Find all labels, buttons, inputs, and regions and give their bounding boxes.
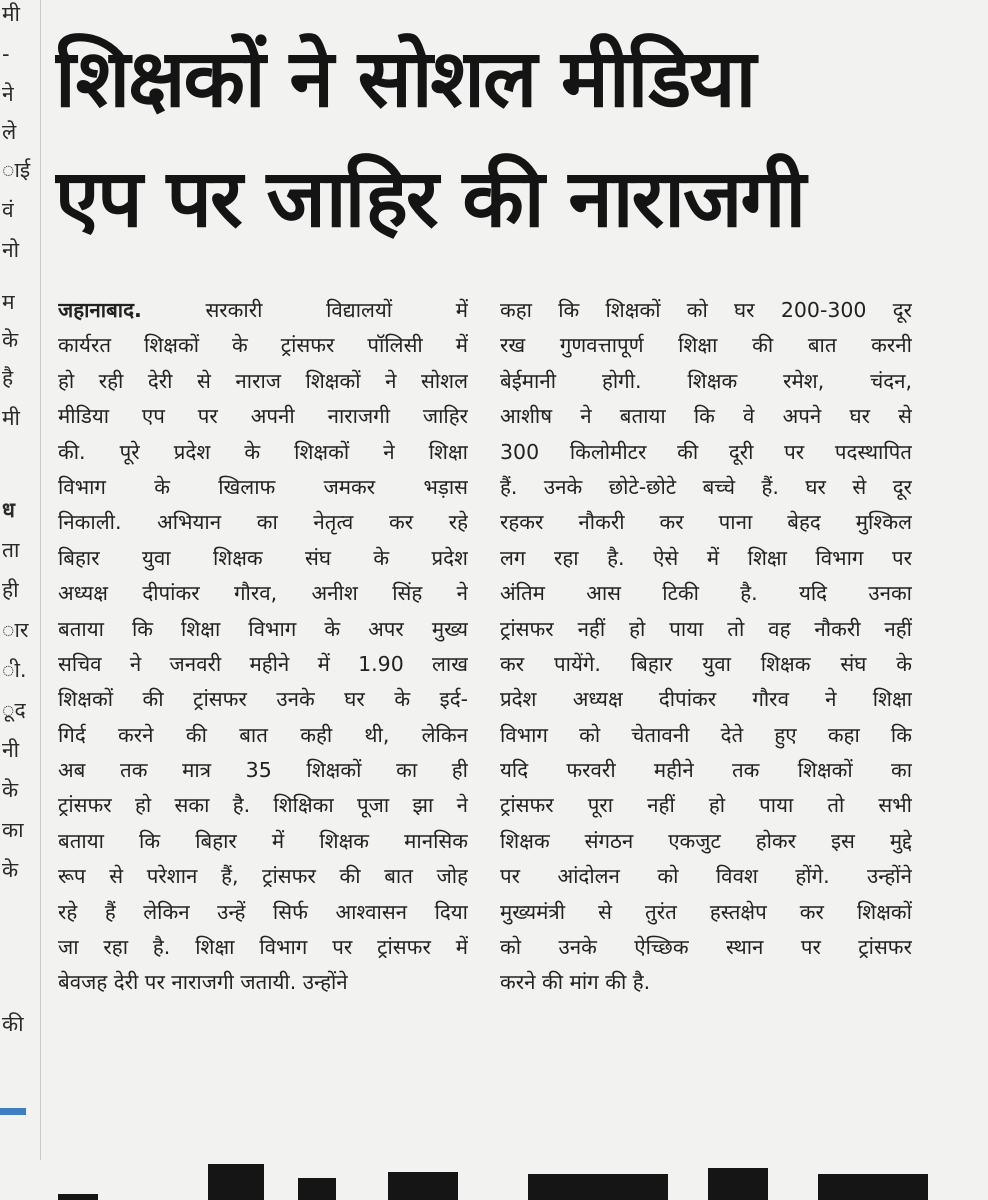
fragment-text: ार — [2, 618, 29, 642]
article-line — [58, 293, 468, 328]
article-line: अंतिम आस टिकी है. यदि उनका — [500, 581, 912, 606]
next-article-headline-cutoff — [58, 1164, 958, 1200]
article-line: अध्यक्ष दीपांकर गौरव, अनीश सिंह ने — [58, 581, 468, 606]
fragment-text: ता — [2, 538, 20, 562]
article-line-text: सरकारी विद्यालयों में — [205, 298, 468, 322]
headline-fragment — [818, 1174, 928, 1200]
fragment-text: है — [2, 366, 14, 390]
headline-fragment — [388, 1172, 458, 1200]
article-line: बेईमानी होगी. शिक्षक रमेश, चंदन, — [500, 368, 912, 393]
fragment-text: नो — [2, 238, 20, 262]
article-line: कार्यरत शिक्षकों के ट्रांसफर पॉलिसी में — [58, 333, 468, 358]
article-line: यदि फरवरी महीने तक शिक्षकों का — [500, 758, 912, 783]
article-line: रहकर नौकरी कर पाना बेहद मुश्किल — [500, 510, 912, 535]
article-line: 300 किलोमीटर की दूरी पर पदस्थापित — [500, 439, 912, 464]
article-line: की. पूरे प्रदेश के शिक्षकों ने शिक्षा — [58, 439, 468, 464]
article-line: बताया कि शिक्षा विभाग के अपर मुख्य — [58, 616, 468, 641]
dateline: जहानाबाद. — [58, 298, 142, 322]
fragment-text: ूद — [2, 698, 26, 722]
headline-fragment — [298, 1178, 336, 1200]
column-divider — [40, 0, 41, 1160]
article-line: शिक्षक संगठन एकजुट होकर इस मुद्दे — [500, 828, 912, 853]
article-line: हो रही देरी से नाराज शिक्षकों ने सोशल — [58, 368, 468, 393]
fragment-text: मी — [2, 406, 20, 430]
article-column-2 — [500, 293, 912, 1128]
article-line: विभाग को चेतावनी देते हुए कहा कि — [500, 722, 912, 747]
adjacent-column-fragments — [0, 0, 38, 1200]
fragment-text: ध — [2, 498, 15, 522]
fragment-text: ही — [2, 578, 19, 602]
article-line: प्रदेश अध्यक्ष दीपांकर गौरव ने शिक्षा — [500, 687, 912, 712]
article-line: बेवजह देरी पर नाराजगी जतायी. उन्होंने — [58, 970, 348, 995]
headline-line-1: शिक्षकों ने सोशल मीडिया — [55, 32, 755, 125]
headline-fragment — [528, 1174, 668, 1200]
article-line: मुख्यमंत्री से तुरंत हस्तक्षेप कर शिक्षकों — [500, 899, 912, 924]
article-line: को उनके ऐच्छिक स्थान पर ट्रांसफर — [500, 935, 912, 960]
article-line: बताया कि बिहार में शिक्षक मानसिक — [58, 828, 468, 853]
article-line: बिहार युवा शिक्षक संघ के प्रदेश — [58, 545, 468, 570]
article-line: ट्रांसफर हो सका है. शिक्षिका पूजा झा ने — [58, 793, 468, 818]
article-line: कर पायेंगे. बिहार युवा शिक्षक संघ के — [500, 651, 912, 676]
article-line: गिर्द करने की बात कही थी, लेकिन — [58, 722, 468, 747]
article-line: सचिव ने जनवरी महीने में 1.90 लाख — [58, 651, 468, 676]
fragment-text: वं — [2, 198, 14, 222]
headline-line-2: एप पर जाहिर की नाराजगी — [55, 152, 805, 245]
article-line: विभाग के खिलाफ जमकर भड़ास — [58, 474, 468, 499]
article-line: आशीष ने बताया कि वे अपने घर से — [500, 404, 912, 429]
article-line: करने की मांग की है. — [500, 970, 651, 995]
article-line: लग रहा है. ऐसे में शिक्षा विभाग पर — [500, 545, 912, 570]
article-line: शिक्षकों की ट्रांसफर उनके घर के इर्द- — [58, 687, 468, 712]
headline-fragment — [58, 1194, 98, 1200]
fragment-text: के — [2, 858, 19, 882]
fragment-text: ले — [2, 120, 17, 144]
headline-fragment — [708, 1168, 768, 1200]
fragment-text: मी — [2, 2, 20, 26]
article-line: रूप से परेशान हैं, ट्रांसफर की बात जोह — [58, 864, 468, 889]
fragment-text: नी — [2, 738, 20, 762]
article-line: अब तक मात्र 35 शिक्षकों का ही — [58, 758, 468, 783]
accent-bar — [0, 1108, 26, 1115]
article-line: निकाली. अभियान का नेतृत्व कर रहे — [58, 510, 468, 535]
headline-fragment — [208, 1164, 264, 1200]
article-line: ट्रांसफर नहीं हो पाया तो वह नौकरी नहीं — [500, 616, 912, 641]
fragment-text: म — [2, 290, 15, 314]
article-line: हैं. उनके छोटे-छोटे बच्चे हैं. घर से दूर — [500, 474, 912, 499]
fragment-text: की — [2, 1012, 24, 1036]
article-line: ट्रांसफर पूरा नहीं हो पाया तो सभी — [500, 793, 912, 818]
article-line: मीडिया एप पर अपनी नाराजगी जाहिर — [58, 404, 468, 429]
article-line: रहे हैं लेकिन उन्हें सिर्फ आश्वासन दिया — [58, 899, 468, 924]
article-line: जा रहा है. शिक्षा विभाग पर ट्रांसफर में — [58, 935, 468, 960]
fragment-text: ाई — [2, 158, 31, 182]
fragment-text: के — [2, 778, 19, 802]
fragment-text: - — [2, 42, 10, 66]
article-line: पर आंदोलन को विवश होंगे. उन्होंने — [500, 864, 912, 889]
article-line: रख गुणवत्तापूर्ण शिक्षा की बात करनी — [500, 333, 912, 358]
fragment-text: ने — [2, 82, 14, 106]
fragment-text: के — [2, 328, 19, 352]
article-line: कहा कि शिक्षकों को घर 200-300 दूर — [500, 298, 912, 322]
fragment-text: का — [2, 818, 24, 842]
article-column-1 — [58, 293, 468, 1128]
fragment-text: ी. — [2, 658, 27, 682]
